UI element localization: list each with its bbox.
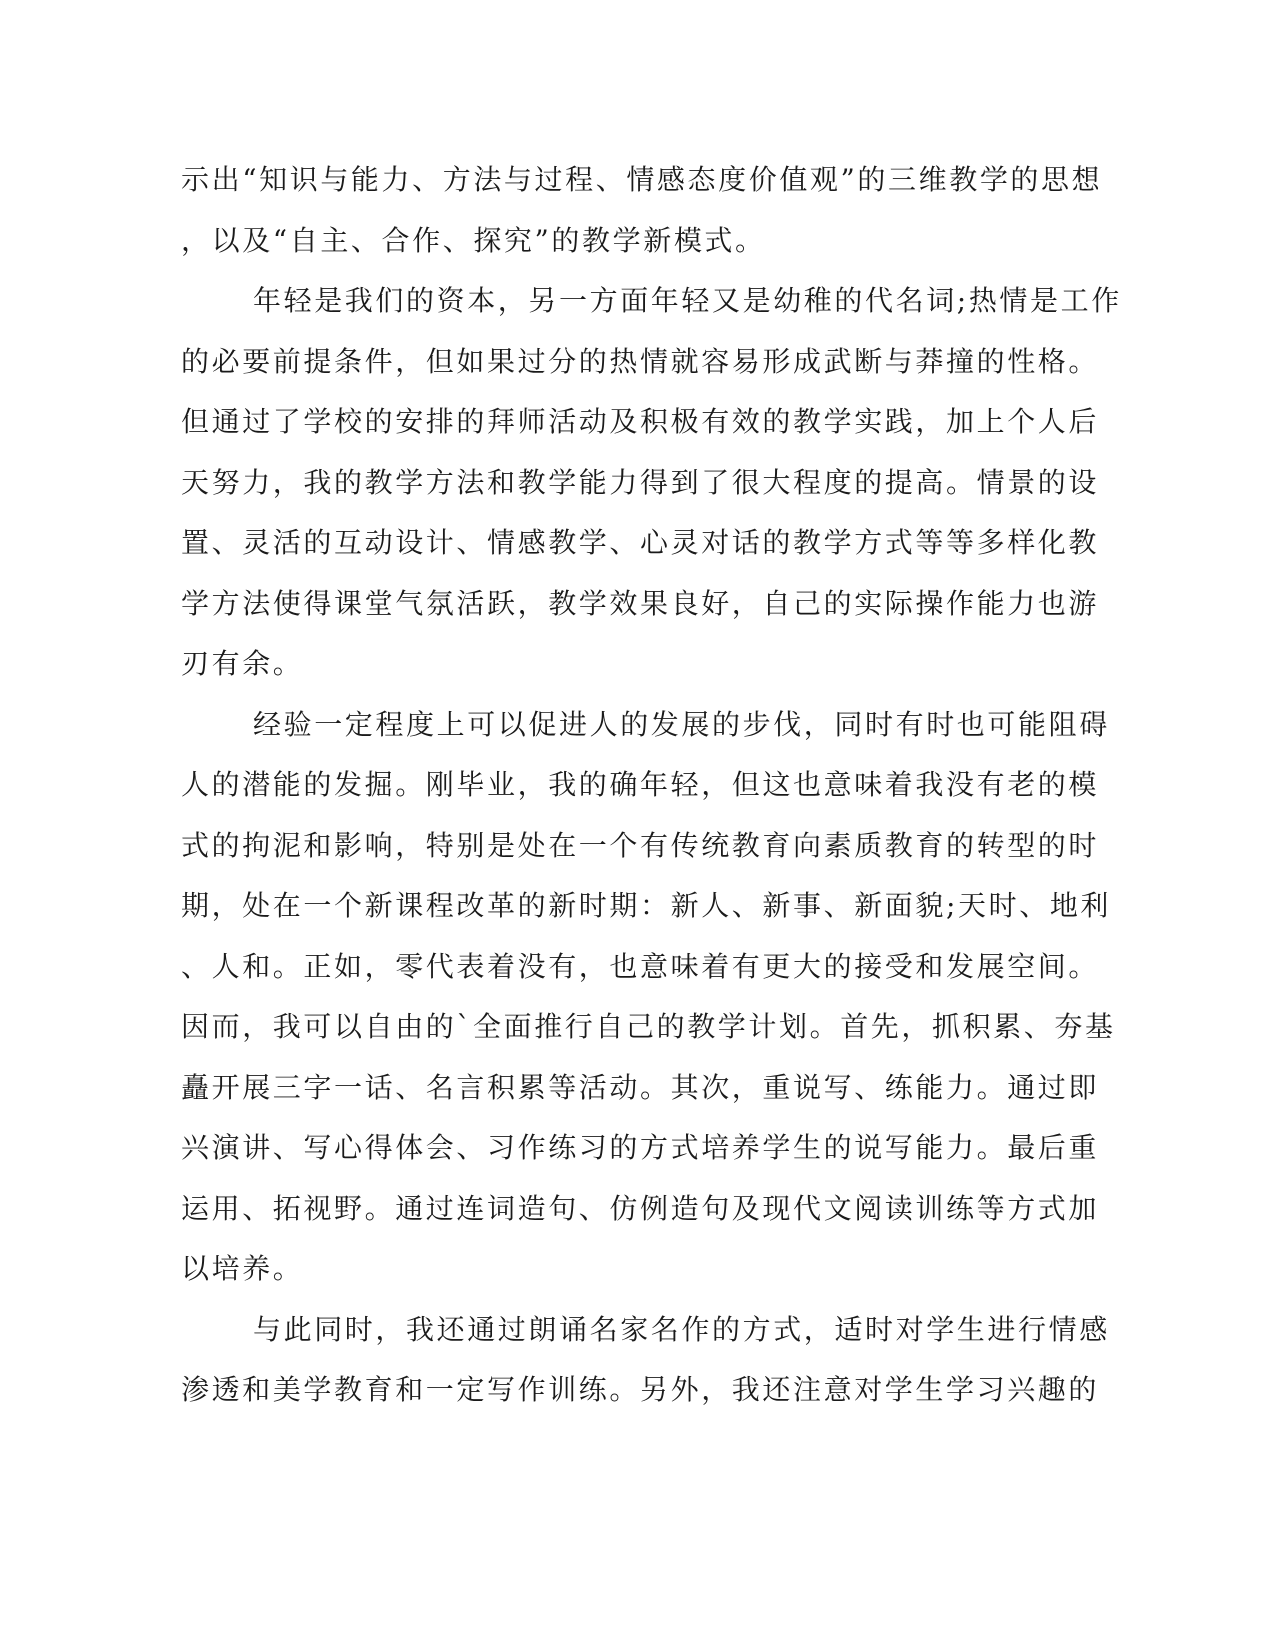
- text-line: 的必要前提条件，但如果过分的热情就容易形成武断与莽撞的性格。: [181, 344, 1100, 378]
- text-line: 因而，我可以自由的`全面推行自己的教学计划。首先，抓积累、夯基: [181, 1010, 1116, 1043]
- text-line: 期，处在一个新课程改革的新时期：新人、新事、新面貌;天时、地利: [181, 889, 1112, 922]
- text-line: 、人和。正如，零代表着没有，也意味着有更大的接受和发展空间。: [181, 949, 1100, 983]
- text-line: 矗开展三字一话、名言积累等活动。其次，重说写、练能力。通过即: [181, 1070, 1100, 1104]
- paragraph-start-line: 经验一定程度上可以促进人的发展的步伐，同时有时也可能阻碍: [253, 707, 1110, 741]
- text-line: 学方法使得课堂气氛活跃，教学效果良好，自己的实际操作能力也游: [181, 586, 1100, 620]
- text-line: 以培养。: [181, 1252, 304, 1285]
- text-line: 人的潜能的发掘。刚毕业，我的确年轻，但这也意味着我没有老的模: [181, 768, 1100, 801]
- text-line: 但通过了学校的安排的拜师活动及积极有效的教学实践，加上个人后: [181, 405, 1100, 438]
- text-line: 刃有余。: [181, 647, 304, 680]
- text-line: 置、灵活的互动设计、情感教学、心灵对话的教学方式等等多样化教: [181, 526, 1100, 559]
- text-line: 式的拘泥和影响，特别是处在一个有传统教育向素质教育的转型的时: [181, 828, 1100, 862]
- paragraph-start-line: 年轻是我们的资本，另一方面年轻又是幼稚的代名词;热情是工作: [253, 284, 1122, 317]
- document-body: [181, 150, 1122, 1421]
- text-line: 兴演讲、写心得体会、习作练习的方式培养学生的说写能力。最后重: [181, 1131, 1100, 1164]
- text-line: 渗透和美学教育和一定写作训练。另外，我还注意对学生学习兴趣的: [181, 1373, 1100, 1406]
- paragraph-start-line: 与此同时，我还通过朗诵名家名作的方式，适时对学生进行情感: [253, 1312, 1110, 1346]
- text-line: 运用、拓视野。通过连词造句、仿例造句及现代文阅读训练等方式加: [181, 1191, 1100, 1225]
- text-line: 示出“知识与能力、方法与过程、情感态度价值观”的三维教学的思想: [181, 163, 1103, 196]
- text-line: 天努力，我的教学方法和教学能力得到了很大程度的提高。情景的设: [181, 465, 1100, 499]
- text-line: ，以及“自主、合作、探究”的教学新模式。: [181, 223, 766, 257]
